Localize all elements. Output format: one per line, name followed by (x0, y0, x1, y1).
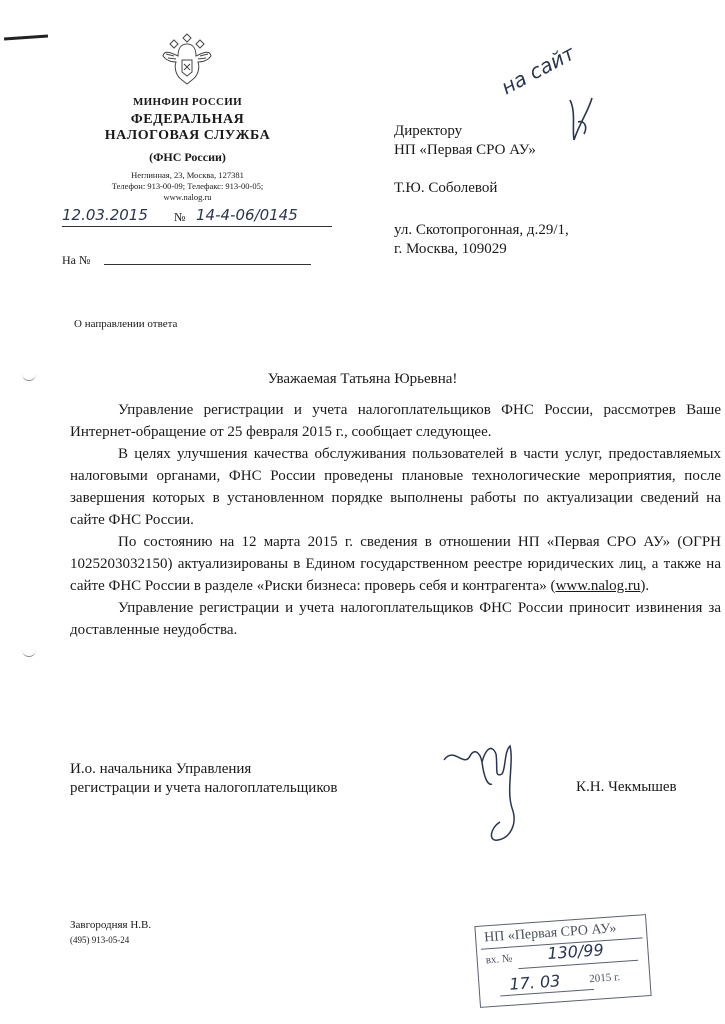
ministry-name: МИНФИН РОССИИ (132, 96, 243, 108)
signatory-title (70, 760, 337, 798)
body-paragraph-3-end: ). (640, 578, 650, 594)
incoming-registration-stamp (474, 914, 651, 1008)
body-paragraph-2: В целях улучшения качества обслуживания пользователей в части услуг, предоставляемых налоговыми органами, ФНС России проведены плановые технологические мероприятия, после завершения которых в установленном порядке выполнены работы по актуализации сведений на сайте ФНС России. (70, 446, 721, 528)
addressee-organization: НП «Первая СРО АУ» (394, 142, 536, 158)
service-name (80, 112, 295, 144)
stamp-number-line (518, 960, 638, 969)
service-phones: Телефон: 913-00-09; Телефакс: 913-00-05; (111, 181, 264, 191)
handwritten-margin-note (490, 30, 600, 100)
registration-number-label: № (174, 210, 186, 224)
executor-name: Завгородняя Н.В. (70, 919, 152, 931)
body-paragraph-3-text: По состоянию на 12 марта 2015 г. сведения в отношении НП «Первая СРО АУ» (ОГРН 1025203032150) актуализированы в Едином государственном реестре юридических лиц, а также на сайте ФНС России в разделе «Риски бизнеса: проверь себя и контрагента» ( (70, 534, 721, 594)
coat-of-arms-emblem (160, 30, 214, 88)
margin-note-text: на сайт (497, 40, 579, 100)
body-paragraph-1: Управление регистрации и учета налогоплательщиков ФНС России, рассмотрев Ваше Интернет-обращение от 25 февраля 2015 г., сообщает следующее. (70, 402, 721, 440)
registration-line (62, 206, 332, 228)
reply-number-underline (104, 264, 311, 265)
punch-hole-mark (22, 648, 36, 657)
addressee-city: г. Москва, 109029 (394, 241, 507, 257)
service-name-line2: НАЛОГОВАЯ СЛУЖБА (104, 128, 271, 143)
stamp-incoming-number: 130/99 (546, 940, 605, 964)
service-address: Неглинная, 23, Москва, 127381 (131, 170, 244, 180)
signatory-name: К.Н. Чекмышев (576, 779, 677, 795)
stamp-organization: НП «Первая СРО АУ» (483, 921, 617, 946)
service-abbreviation: (ФНС России) (149, 150, 226, 164)
handwritten-signature (440, 738, 555, 848)
stamp-date: 17. 03 (508, 971, 561, 994)
letter-body (70, 399, 721, 641)
reply-number-label: На № (62, 253, 91, 267)
letter-subject: О направлении ответа (74, 318, 178, 330)
registration-number: 14-4-06/0145 (196, 206, 298, 224)
registration-underline (62, 226, 332, 227)
registration-date: 12.03.2015 (62, 206, 148, 224)
handwritten-initial-mark (566, 92, 596, 147)
service-website: www.nalog.ru (163, 192, 212, 202)
service-name-line1: ФЕДЕРАЛЬНАЯ (130, 112, 245, 127)
nalog-website-link[interactable]: www.nalog.ru (555, 578, 641, 594)
scan-edge-mark (4, 34, 48, 40)
body-paragraph-4: Управление регистрации и учета налогоплательщиков ФНС России приносит извинения за доставленные неудобства. (70, 600, 721, 638)
stamp-year: 2015 г. (588, 971, 621, 986)
addressee-position: Директору (394, 123, 463, 139)
signatory-title-line1: И.о. начальника Управления (70, 761, 252, 777)
body-paragraph-3 (70, 531, 721, 597)
addressee-name: Т.Ю. Соболевой (394, 180, 498, 196)
executor-phone: (495) 913-05-24 (70, 935, 130, 945)
stamp-incoming-label: вх. № (485, 952, 513, 967)
signatory-title-line2: регистрации и учета налогоплательщиков (70, 780, 338, 796)
letter-greeting: Уважаемая Татьяна Юрьевна! (267, 371, 458, 387)
addressee-street: ул. Скотопрогонная, д.29/1, (394, 222, 569, 238)
